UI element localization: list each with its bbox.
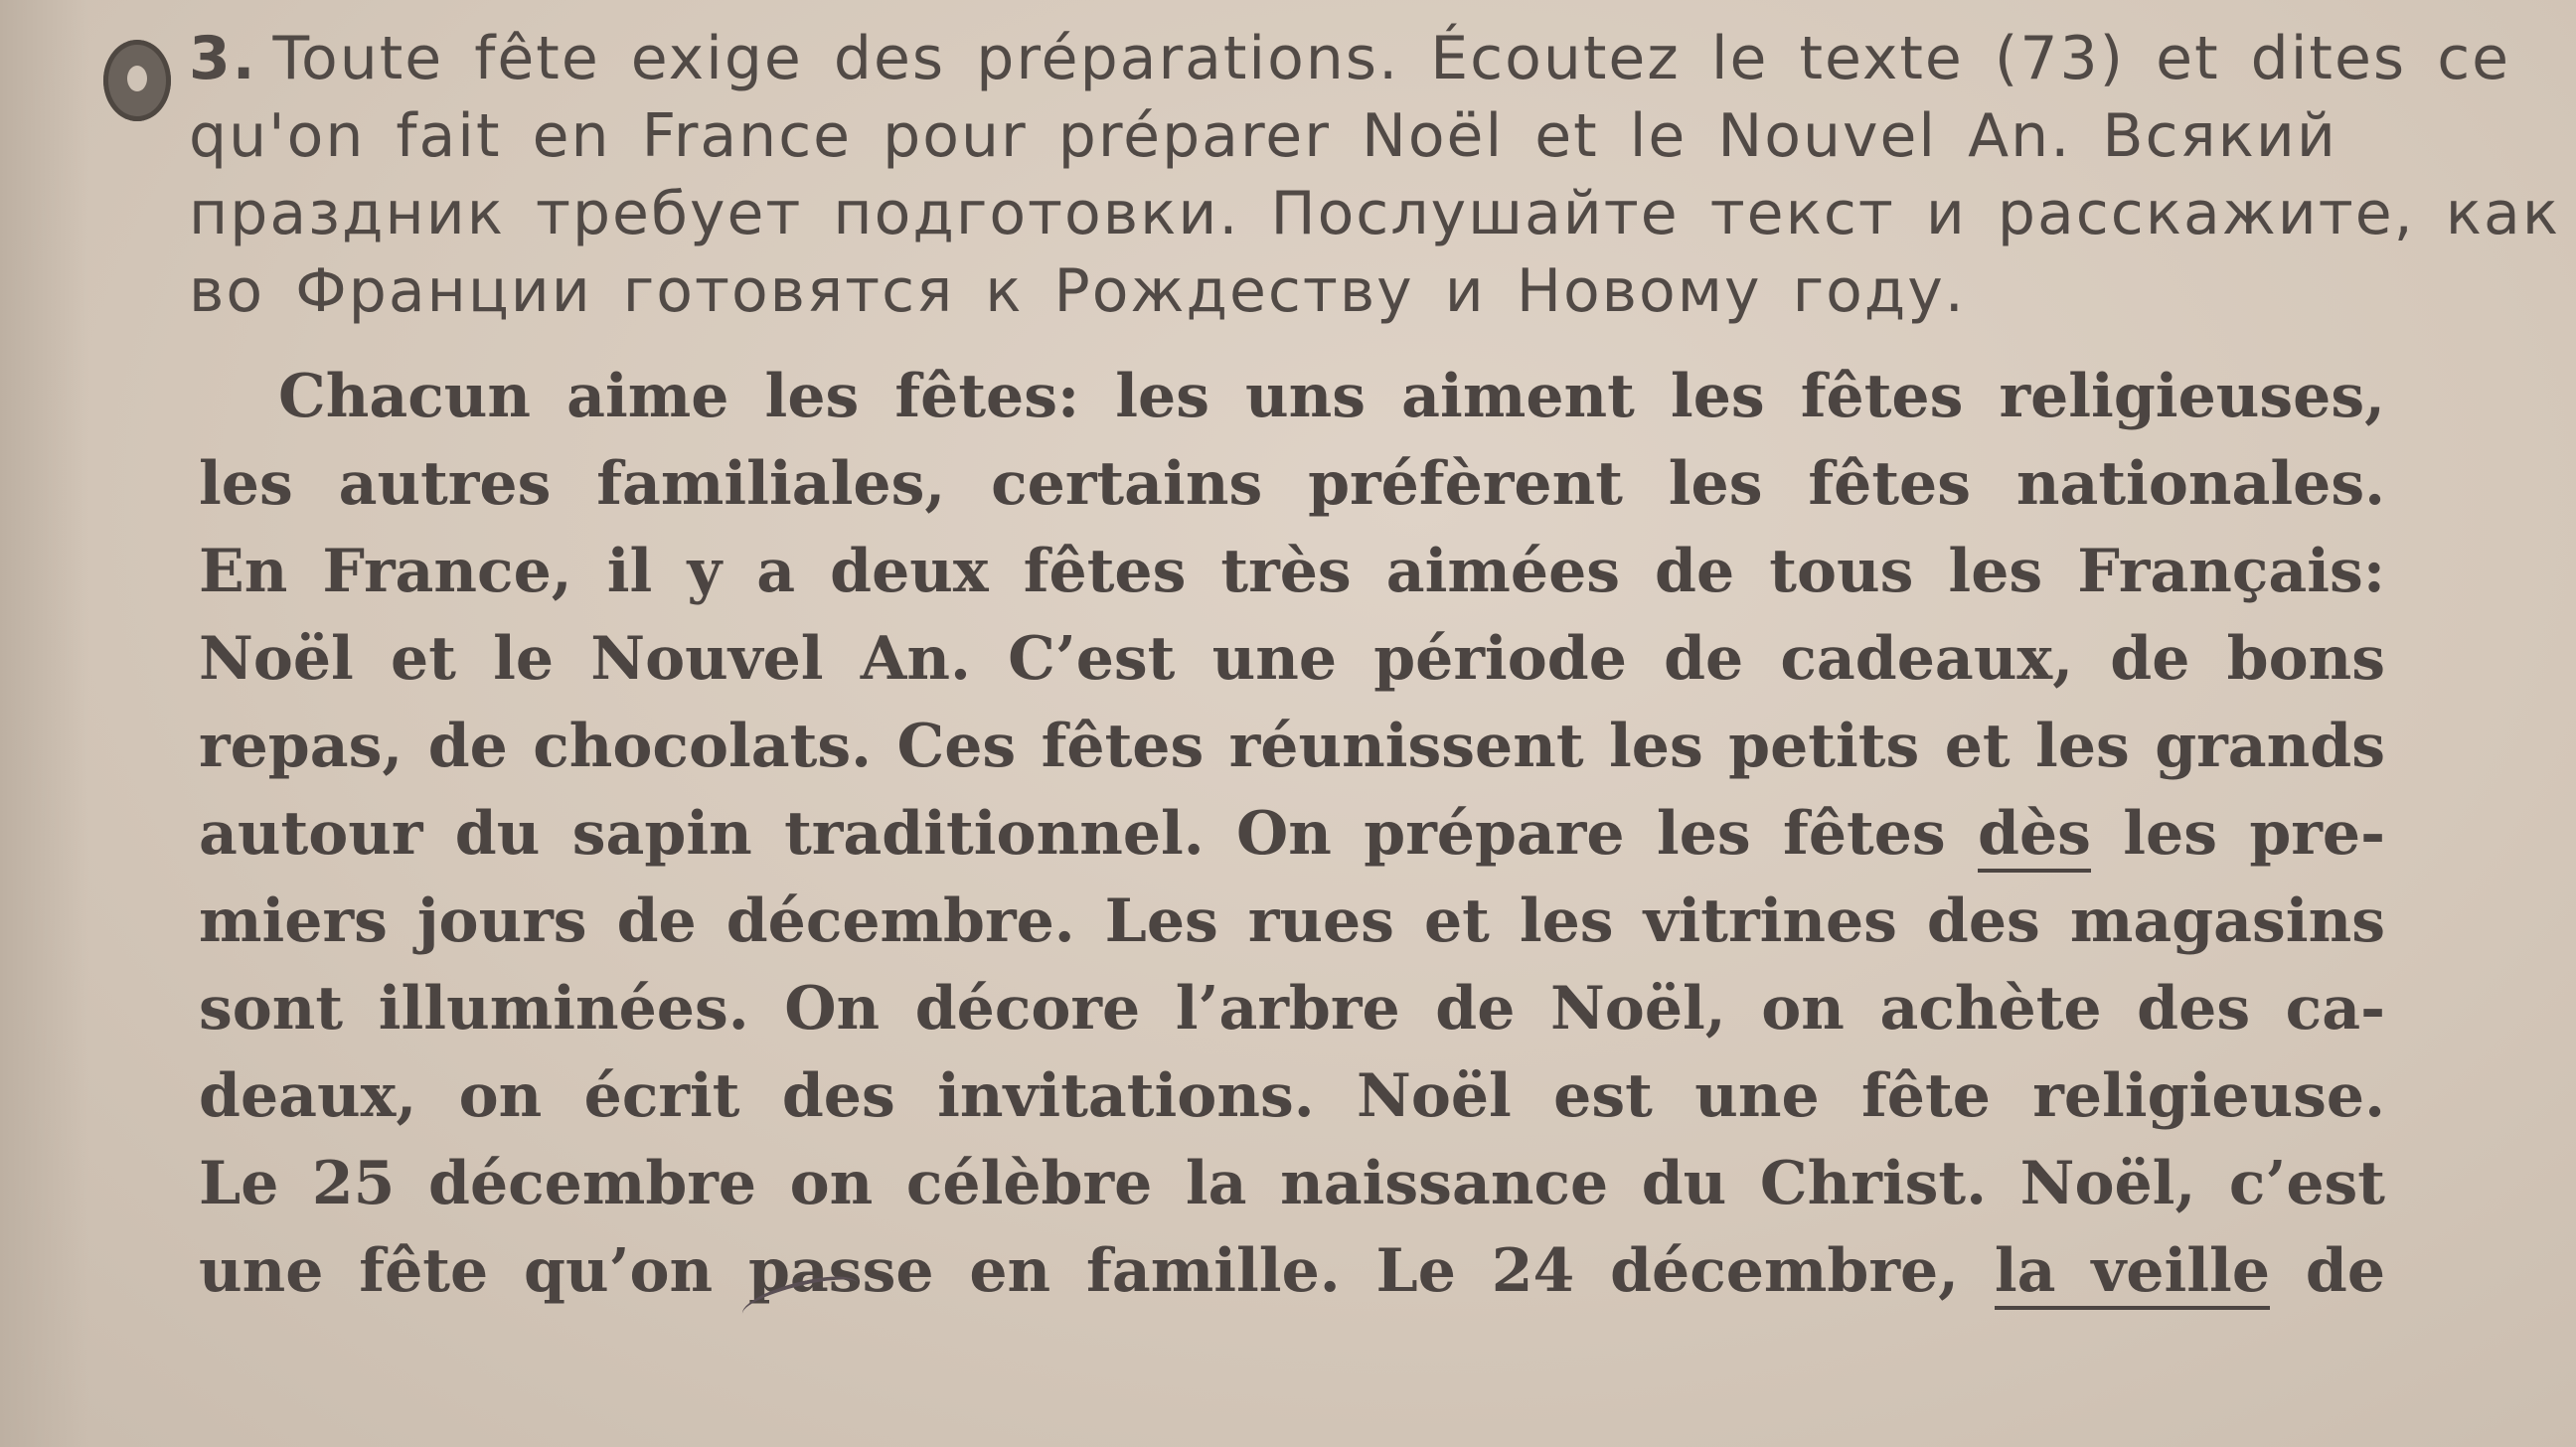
instruction-line: 3. Toute fête exige des préparations. Écoutez le texte (73) et dites ce xyxy=(189,24,2511,93)
instruction-line: qu'on fait en France pour préparer Noël et le Nouvel An. Всякий xyxy=(189,101,2337,171)
page-gutter-shadow xyxy=(0,0,89,1447)
exercise-number: 3. xyxy=(189,24,257,93)
passage-line: repas, de chocolats. Ces fêtes réunissent les petits et les grands xyxy=(199,712,2385,781)
passage-line: En France, il y a deux fêtes très aimées de tous les Français: xyxy=(199,537,2385,606)
passage-line: autour du sapin traditionnel. On prépare les fêtes dès les pre- xyxy=(199,790,2385,878)
passage-line: Le 25 décembre on célèbre la naissance du Christ. Noël, c’est xyxy=(199,1149,2385,1218)
passage-line: Noël et le Nouvel An. C’est une période de cadeaux, de bons xyxy=(199,624,2385,694)
passage-line: Chacun aime les fêtes: les uns aiment les fêtes religieuses, xyxy=(278,362,2385,431)
exercise-instructions xyxy=(189,20,2561,330)
reading-passage xyxy=(199,353,2385,1315)
instruction-line: во Франции готовятся к Рождеству и Новому году. xyxy=(189,256,1966,326)
passage-line: les autres familiales, certains préfèrent les fêtes nationales. xyxy=(199,449,2385,519)
passage-line: deaux, on écrit des invitations. Noël est une fête religieuse. xyxy=(199,1061,2385,1131)
instruction-line: праздник требует подготовки. Послушайте текст и расскажите, как xyxy=(189,179,2561,248)
underlined-phrase: la veille xyxy=(1995,1236,2270,1310)
passage-line: miers jours de décembre. Les rues et les vitrines des magasins xyxy=(199,886,2385,956)
listening-task-icon xyxy=(103,40,171,121)
underlined-word: dès xyxy=(1978,799,2091,873)
passage-line: une fête qu’on passe en famille. Le 24 décembre, la veille de xyxy=(199,1227,2385,1315)
passage-line: sont illuminées. On décore l’arbre de Noël, on achète des ca- xyxy=(199,974,2385,1044)
